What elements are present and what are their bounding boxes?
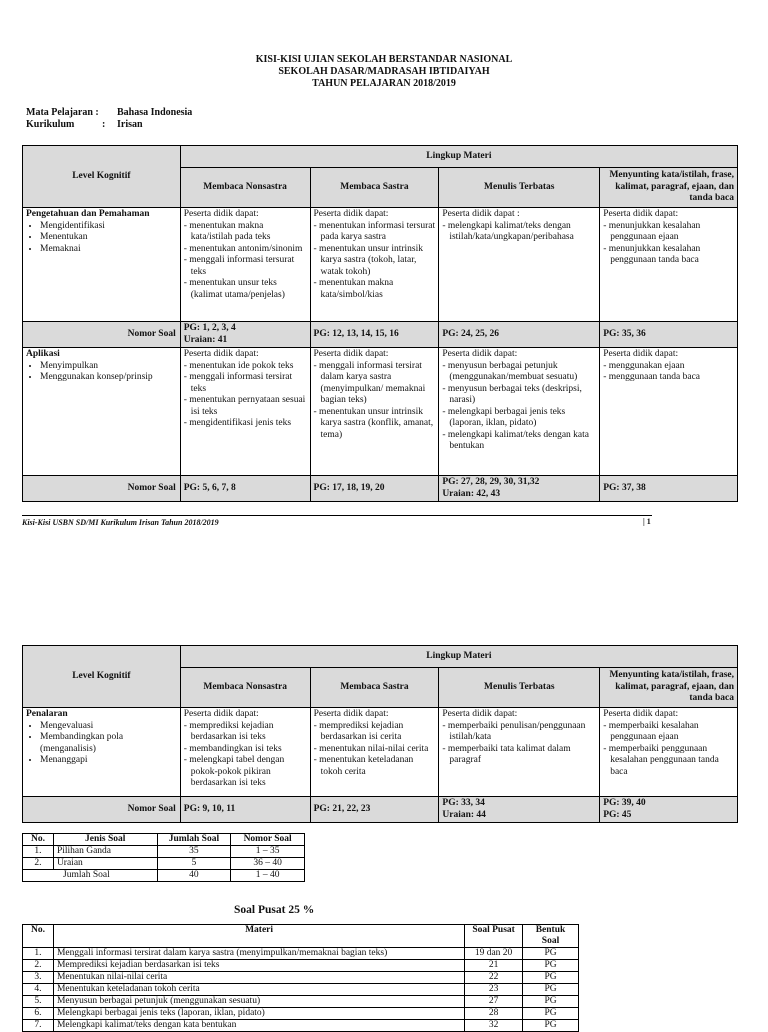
peserta-label: Peserta didik dapat: xyxy=(603,349,679,359)
nomor-value: PG: 5, 6, 7, 8 xyxy=(180,476,310,502)
table-row xyxy=(23,984,579,996)
content-cell xyxy=(310,208,439,322)
nomor-value: PG: 45 xyxy=(603,809,632,820)
list-item: - menggunaan tanda baca xyxy=(603,372,701,382)
list-item: - memperbaiki kesalahan penggunaan ejaan xyxy=(603,720,699,742)
content-cell xyxy=(310,708,439,797)
nomor-value: PG: 37, 38 xyxy=(600,476,738,502)
nomor-value: PG: 12, 13, 14, 15, 16 xyxy=(310,322,439,348)
list-item: - memprediksi kejadian berdasarkan isi teks xyxy=(183,720,274,742)
table-cell: 3. xyxy=(23,972,54,984)
table-cell: 23 xyxy=(465,984,523,996)
kisi-table-1 xyxy=(22,145,738,502)
list-item: - menggali informasi tersirat teks xyxy=(183,372,293,394)
nomor-value: PG: 9, 10, 11 xyxy=(180,797,310,823)
content-cell xyxy=(600,208,738,322)
table-row xyxy=(23,858,305,870)
table-row xyxy=(23,972,579,984)
lingkup-materi-header: Lingkup Materi xyxy=(180,646,737,668)
list-item: - menggunakan ejaan xyxy=(603,360,685,371)
table-cell: 7. xyxy=(23,1020,54,1032)
content-cell xyxy=(439,208,600,322)
table-cell: 1. xyxy=(23,948,54,960)
table-cell: 5. xyxy=(23,996,54,1008)
table-row xyxy=(23,870,305,882)
nomor-value: PG: 27, 28, 29, 30, 31,32 xyxy=(442,477,540,487)
level-cell xyxy=(23,208,181,322)
col-membaca-sastra: Membaca Sastra xyxy=(310,668,439,708)
table-cell: 2. xyxy=(23,960,54,972)
list-item: - memperbaiki penulisan/penggunaan istilah/kata xyxy=(442,720,586,742)
kisi-table-2 xyxy=(22,645,738,823)
peserta-label: Peserta didik dapat: xyxy=(183,709,259,719)
mapel-value: Bahasa Indonesia xyxy=(117,107,193,118)
list-item: - menentukan unsur intrinsik karya sastra (konflik, amanat, tema) xyxy=(313,406,434,440)
peserta-label: Peserta didik dapat: xyxy=(442,709,518,719)
nomor-value: PG: 21, 22, 23 xyxy=(310,797,439,823)
table-cell: 35 xyxy=(157,846,231,858)
table-cell: 28 xyxy=(465,1008,523,1020)
content-cell xyxy=(310,348,439,476)
page-footer: Kisi-Kisi USBN SD/MI Kurikulum Irisan Tahun 2018/2019 xyxy=(22,515,652,527)
table-cell: PG xyxy=(523,1020,579,1032)
nomor-soal-label: Nomor Soal xyxy=(23,322,181,348)
nomor-value: PG: 33, 34 xyxy=(442,798,485,808)
nomor-cell xyxy=(439,797,600,823)
peserta-label: Peserta didik dapat: xyxy=(603,209,679,219)
level-cell xyxy=(23,708,181,797)
col-menyunting: Menyunting kata/istilah, frase, kalimat, paragraf, ejaan, dan tanda baca xyxy=(600,668,738,708)
table-cell: 2. xyxy=(23,858,54,870)
soal-pusat-title: Soal Pusat 25 % xyxy=(234,904,315,916)
peserta-label: Peserta didik dapat: xyxy=(313,209,389,219)
nomor-value: PG: 39, 40 xyxy=(603,798,646,808)
nomor-value: Uraian: 42, 43 xyxy=(442,488,501,499)
list-item: - membandingkan isi teks xyxy=(183,743,282,754)
list-item: • Mengidentifikasi xyxy=(40,221,177,233)
list-item: - mengidentifikasi jenis teks xyxy=(183,418,292,428)
table-row xyxy=(23,996,579,1008)
table-cell: 22 xyxy=(465,972,523,984)
table-cell: PG xyxy=(523,960,579,972)
nomor-value: PG: 17, 18, 19, 20 xyxy=(310,476,439,502)
total-jumlah: 40 xyxy=(157,870,231,882)
table-cell: 5 xyxy=(157,858,231,870)
table-cell: Menyusun berbagai petunjuk (menggunakan sesuatu) xyxy=(53,996,464,1008)
table-row xyxy=(23,846,305,858)
table-cell: PG xyxy=(523,948,579,960)
page-number: | 1 xyxy=(643,517,651,526)
peserta-label: Peserta didik dapat: xyxy=(313,349,389,359)
list-item: - menentukan antonim/sinonim xyxy=(183,243,303,254)
level-cell xyxy=(23,348,181,476)
nomor-value: Uraian: 44 xyxy=(442,809,486,820)
level-kognitif-header: Level Kognitif xyxy=(23,646,181,708)
table-cell: Uraian xyxy=(53,858,157,870)
content-cell xyxy=(439,708,600,797)
list-item: - menunjukkan kesalahan penggunaan tanda baca xyxy=(603,243,701,265)
content-cell xyxy=(600,708,738,797)
table-header: Materi xyxy=(53,925,464,948)
table-cell: 1 – 35 xyxy=(231,846,305,858)
table-header: Jenis Soal xyxy=(53,834,157,846)
doc-title-line3: TAHUN PELAJARAN 2018/2019 xyxy=(312,78,456,89)
table-cell: 32 xyxy=(465,1020,523,1032)
table-cell: Melengkapi berbagai jenis teks (laporan, iklan, pidato) xyxy=(53,1008,464,1020)
jenis-soal-table xyxy=(22,833,305,882)
table-cell: 36 – 40 xyxy=(231,858,305,870)
list-item: - menggali informasi tersurat teks xyxy=(183,255,295,277)
content-cell xyxy=(180,348,310,476)
nomor-value: PG: 35, 36 xyxy=(600,322,738,348)
col-menulis-terbatas: Menulis Terbatas xyxy=(439,168,600,208)
list-item: - menentukan unsur intrinsik karya sastra (tokoh, latar, watak tokoh) xyxy=(313,243,424,277)
table-row xyxy=(23,948,579,960)
list-item: • Mengevaluasi xyxy=(40,721,177,733)
level-kognitif-header: Level Kognitif xyxy=(23,146,181,208)
doc-title-line2: SEKOLAH DASAR/MADRASAH IBTIDAIYAH xyxy=(278,66,490,77)
list-item: • Membandingkan pola (menganalisis) xyxy=(40,732,177,755)
list-item: - melengkapi berbagai jenis teks (laporan, iklan, pidato) xyxy=(442,406,566,428)
table-cell: 6. xyxy=(23,1008,54,1020)
lingkup-materi-header: Lingkup Materi xyxy=(180,146,737,168)
nomor-cell xyxy=(180,322,310,348)
table-cell: PG xyxy=(523,996,579,1008)
nomor-cell xyxy=(439,476,600,502)
list-item: - menentukan pernyataan sesuai isi teks xyxy=(183,395,306,417)
col-membaca-nonsastra: Membaca Nonsastra xyxy=(180,168,310,208)
soal-pusat-table xyxy=(22,924,579,1032)
table-cell: Menentukan keteladanan tokoh cerita xyxy=(53,984,464,996)
list-item: - menentukan nilai-nilai cerita xyxy=(313,743,429,754)
table-header: No. xyxy=(23,925,54,948)
mapel-label: Mata Pelajaran : xyxy=(26,107,99,118)
total-nomor: 1 – 40 xyxy=(231,870,305,882)
peserta-label: Peserta didik dapat: xyxy=(313,709,389,719)
peserta-label: Peserta didik dapat: xyxy=(442,349,518,359)
list-item: - melengkapi tabel dengan pokok-pokok pikiran berdasarkan isi teks xyxy=(183,755,285,788)
level-title: Penalaran xyxy=(26,709,68,719)
col-membaca-nonsastra: Membaca Nonsastra xyxy=(180,668,310,708)
kurikulum-colon: : xyxy=(102,119,106,130)
table-cell: PG xyxy=(523,984,579,996)
list-item: • Menggunakan konsep/prinsip xyxy=(40,372,177,384)
table-cell: 19 dan 20 xyxy=(465,948,523,960)
doc-title-line1: KISI-KISI UJIAN SEKOLAH BERSTANDAR NASIONAL xyxy=(255,54,513,65)
list-item: - menentukan unsur teks (kalimat utama/penjelas) xyxy=(183,278,285,300)
level-title: Pengetahuan dan Pemahaman xyxy=(26,209,150,219)
content-cell xyxy=(180,208,310,322)
table-cell: Melengkapi kalimat/teks dengan kata bentukan xyxy=(53,1020,464,1032)
table-cell: 1. xyxy=(23,846,54,858)
col-menyunting: Menyunting kata/istilah, frase, kalimat, paragraf, ejaan, dan tanda baca xyxy=(600,168,738,208)
kurikulum-label: Kurikulum xyxy=(26,119,75,130)
list-item: - menentukan makna kata/istilah pada teks xyxy=(183,220,271,242)
table-header: No. xyxy=(23,834,54,846)
peserta-label: Peserta didik dapat : xyxy=(442,209,520,219)
nomor-value: PG: 24, 25, 26 xyxy=(439,322,600,348)
table-header: Jumlah Soal xyxy=(157,834,231,846)
list-item: • Menyimpulkan xyxy=(40,361,177,373)
peserta-label: Peserta didik dapat: xyxy=(183,349,259,359)
nomor-cell xyxy=(600,797,738,823)
table-cell: 4. xyxy=(23,984,54,996)
table-header: Bentuk Soal xyxy=(523,925,579,948)
list-item: - menyusun berbagai teks (deskripsi, narasi) xyxy=(442,383,582,405)
table-row xyxy=(23,1020,579,1032)
col-menulis-terbatas: Menulis Terbatas xyxy=(439,668,600,708)
total-label: Jumlah Soal xyxy=(23,870,158,882)
content-cell xyxy=(180,708,310,797)
nomor-soal-label: Nomor Soal xyxy=(23,476,181,502)
list-item: - menentukan ide pokok teks xyxy=(183,360,294,371)
list-item: - memperbaiki penggunaan kesalahan penggunaan tanda baca xyxy=(603,743,719,777)
list-item: - menentukan keteladanan tokoh cerita xyxy=(313,755,414,777)
nomor-value: PG: 1, 2, 3, 4 xyxy=(183,323,236,333)
content-cell xyxy=(600,348,738,476)
peserta-label: Peserta didik dapat: xyxy=(603,709,679,719)
list-item: • Memaknai xyxy=(40,244,177,256)
table-header: Soal Pusat xyxy=(465,925,523,948)
list-item: - menyusun berbagai petunjuk (menggunakan/membuat sesuatu) xyxy=(442,360,578,382)
list-item: - menunjukkan kesalahan penggunaan ejaan xyxy=(603,220,701,242)
list-item: - menggali informasi tersirat dalam karya sastra (menyimpulkan/ memaknai bagian teks) xyxy=(313,360,426,405)
level-title: Aplikasi xyxy=(26,349,60,359)
list-item: • Menanggapi xyxy=(40,755,177,767)
table-cell: Pilihan Ganda xyxy=(53,846,157,858)
table-cell: Memprediksi kejadian berdasarkan isi teks xyxy=(53,960,464,972)
table-cell: 21 xyxy=(465,960,523,972)
list-item: - menentukan informasi tersurat pada karya sastra xyxy=(313,220,436,242)
table-header: Nomor Soal xyxy=(231,834,305,846)
nomor-value: Uraian: 41 xyxy=(183,334,228,345)
list-item: - melengkapi kalimat/teks dengan istilah/kata/ungkapan/peribahasa xyxy=(442,220,574,242)
table-cell: 27 xyxy=(465,996,523,1008)
list-item: - melengkapi kalimat/teks dengan kata bentukan xyxy=(442,429,589,451)
table-cell: Menggali informasi tersirat dalam karya sastra (menyimpulkan/memaknai bagian teks) xyxy=(53,948,464,960)
nomor-soal-label: Nomor Soal xyxy=(23,797,181,823)
list-item: - menentukan makna kata/simbol/kias xyxy=(313,278,394,300)
content-cell xyxy=(439,348,600,476)
list-item: • Menentukan xyxy=(40,232,177,244)
peserta-label: Peserta didik dapat: xyxy=(183,209,259,219)
table-row xyxy=(23,1008,579,1020)
kurikulum-value: Irisan xyxy=(117,119,143,130)
list-item: - memprediksi kejadian berdasarkan isi cerita xyxy=(313,720,404,742)
table-cell: PG xyxy=(523,1008,579,1020)
table-cell: Menentukan nilai-nilai cerita xyxy=(53,972,464,984)
col-membaca-sastra: Membaca Sastra xyxy=(310,168,439,208)
list-item: - memperbaiki tata kalimat dalam paragraf xyxy=(442,743,571,765)
table-cell: PG xyxy=(523,972,579,984)
table-row xyxy=(23,960,579,972)
